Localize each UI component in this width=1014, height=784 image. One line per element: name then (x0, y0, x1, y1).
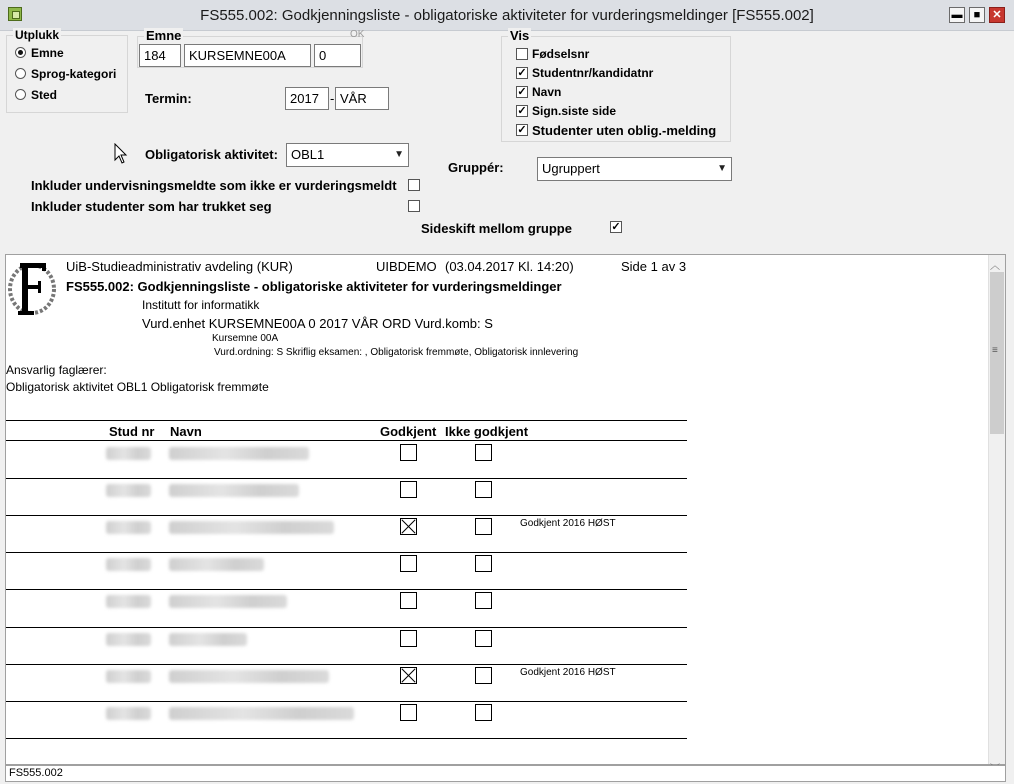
row-rule (6, 738, 687, 739)
ikke-godkjent-box (475, 555, 492, 572)
ikke-godkjent-box (475, 667, 492, 684)
radio-sted-label[interactable]: Sted (31, 88, 58, 102)
row-rule (6, 552, 687, 553)
scroll-up-icon[interactable]: ︿ (990, 261, 1000, 272)
table-top-rule (6, 420, 687, 421)
name-redacted (169, 558, 264, 571)
report-obl-line: Obligatorisk aktivitet OBL1 Obligatorisk fremmøte (6, 380, 269, 394)
vis-navn-label[interactable]: Navn (532, 85, 562, 99)
col-godkjent: Godkjent (380, 424, 437, 439)
report-kursemne: Kursemne 00A (212, 333, 279, 344)
ikke-godkjent-box (475, 630, 492, 647)
termin-label: Termin: (145, 91, 192, 106)
emne-version-field[interactable]: 0 (314, 44, 361, 67)
ikke-godkjent-box (475, 444, 492, 461)
gruppere-select[interactable] (537, 157, 732, 181)
inkluder-trukket-label: Inkluder studenter som har trukket seg (31, 199, 272, 214)
vis-sign-label[interactable]: Sign.siste side (532, 104, 617, 118)
chevron-down-icon: ▼ (717, 163, 727, 174)
godkjent-box (400, 481, 417, 498)
row-note: Godkjent 2016 HØST (520, 518, 616, 530)
mouse-cursor-icon (114, 143, 130, 165)
ikke-godkjent-box (475, 518, 492, 535)
chevron-down-icon: ▼ (394, 149, 404, 160)
obligatorisk-label: Obligatorisk aktivitet: (145, 147, 278, 162)
termin-season-field[interactable]: VÅR (335, 87, 389, 110)
vis-fodselsnr-label[interactable]: Fødselsnr (532, 47, 590, 61)
stud-nr-redacted (106, 670, 151, 683)
stud-nr-redacted (106, 521, 151, 534)
status-bar: FS555.002 (5, 765, 1006, 782)
close-button[interactable]: ✕ (989, 7, 1005, 23)
vis-uten-oblig-label[interactable]: Studenter uten oblig.-melding (532, 123, 717, 138)
row-rule (6, 627, 687, 628)
row-note: Godkjent 2016 HØST (520, 666, 616, 678)
row-rule (6, 515, 687, 516)
stud-nr-redacted (106, 484, 151, 497)
vis-studentnr-checkbox[interactable]: ✓ (517, 67, 527, 79)
name-redacted (169, 670, 329, 683)
minimize-button[interactable]: ▬ (949, 7, 965, 23)
report-page: Side 1 av 3 (621, 259, 687, 274)
emne-title: Emne (146, 28, 182, 43)
vis-sign-checkbox[interactable]: ✓ (517, 105, 527, 117)
stud-nr-redacted (106, 595, 151, 608)
name-redacted (169, 521, 334, 534)
vis-navn-checkbox[interactable]: ✓ (517, 86, 527, 98)
inkluder-undervisning-checkbox[interactable] (408, 179, 420, 191)
godkjent-box (400, 667, 417, 684)
godkjent-box (400, 704, 417, 721)
sideskift-checkbox[interactable]: ✓ (611, 221, 621, 233)
obligatorisk-select[interactable] (286, 143, 409, 167)
table-header-rule (6, 440, 687, 441)
inkluder-undervisning-label: Inkluder undervisningsmeldte som ikke er vurderingsmeldt (31, 178, 397, 193)
report-timestamp: (03.04.2017 Kl. 14:20) (445, 259, 574, 274)
row-rule (6, 589, 687, 590)
stud-nr-redacted (106, 447, 151, 460)
report-institution: UiB-Studieadministrativ avdeling (KUR) (66, 259, 293, 274)
godkjent-box (400, 518, 417, 535)
name-redacted (169, 484, 299, 497)
window-title: FS555.002: Godkjenningsliste - obligatoriske aktiviteter for vurderingsmeldinger [FS555.002] (200, 7, 814, 24)
report-ansvarlig: Ansvarlig faglærer: (6, 363, 107, 377)
name-redacted (169, 595, 287, 608)
godkjent-box (400, 592, 417, 609)
stud-nr-redacted (106, 558, 151, 571)
utplukk-title: Utplukk (15, 28, 60, 42)
stud-nr-redacted (106, 707, 151, 720)
title-bar (0, 0, 1014, 31)
emne-code-field[interactable]: 184 (139, 44, 181, 67)
radio-emne-label[interactable]: Emne (31, 46, 64, 60)
row-rule (6, 664, 687, 665)
col-ikke-godkjent: Ikke godkjent (445, 424, 529, 439)
radio-sprog-kategori[interactable] (15, 68, 26, 79)
report-db: UIBDEMO (376, 259, 437, 274)
godkjent-box (400, 444, 417, 461)
vis-fodselsnr-checkbox[interactable] (516, 48, 528, 60)
vis-title: Vis (510, 28, 530, 43)
godkjent-box (400, 555, 417, 572)
radio-sted[interactable] (15, 89, 26, 100)
gruppere-value: Ugruppert (542, 161, 600, 176)
vis-studentnr-label[interactable]: Studentnr/kandidatnr (532, 66, 654, 80)
emne-name-field[interactable]: KURSEMNE00A (184, 44, 311, 67)
col-navn: Navn (170, 424, 202, 439)
report-vurd-enhet: Vurd.enhet KURSEMNE00A 0 2017 VÅR ORD Vurd.komb: S (142, 316, 493, 331)
row-rule (6, 701, 687, 702)
gruppere-label: Gruppér: (448, 160, 504, 175)
name-redacted (169, 447, 309, 460)
name-redacted (169, 707, 354, 720)
sideskift-label: Sideskift mellom gruppe (421, 221, 572, 236)
row-rule (6, 478, 687, 479)
termin-separator: - (330, 91, 335, 106)
ikke-godkjent-box (475, 704, 492, 721)
vis-uten-oblig-checkbox[interactable]: ✓ (517, 124, 527, 136)
ikke-godkjent-box (475, 592, 492, 609)
radio-sprog-kategori-label[interactable]: Sprog-kategori (31, 67, 117, 81)
col-stud-nr: Stud nr (109, 424, 155, 439)
godkjent-box (400, 630, 417, 647)
radio-emne[interactable] (15, 47, 26, 58)
scroll-grip-icon: ≡ (992, 345, 998, 356)
termin-year-field[interactable]: 2017 (285, 87, 329, 110)
report-vurd-ordning: Vurd.ordning: S Skriflig eksamen: , Obligatorisk fremmøte, Obligatorisk innlevering (214, 347, 579, 358)
inkluder-trukket-checkbox[interactable] (408, 200, 420, 212)
name-redacted (169, 633, 247, 646)
obligatorisk-value: OBL1 (291, 147, 325, 162)
report-title: FS555.002: Godkjenningsliste - obligatoriske aktiviteter for vurderingsmeldinger (66, 279, 562, 294)
emne-ok-label: OK (350, 29, 365, 40)
ikke-godkjent-box (475, 481, 492, 498)
maximize-button[interactable]: ■ (969, 7, 985, 23)
report-institutt: Institutt for informatikk (142, 298, 260, 312)
stud-nr-redacted (106, 633, 151, 646)
fs-logo-icon (6, 259, 58, 319)
